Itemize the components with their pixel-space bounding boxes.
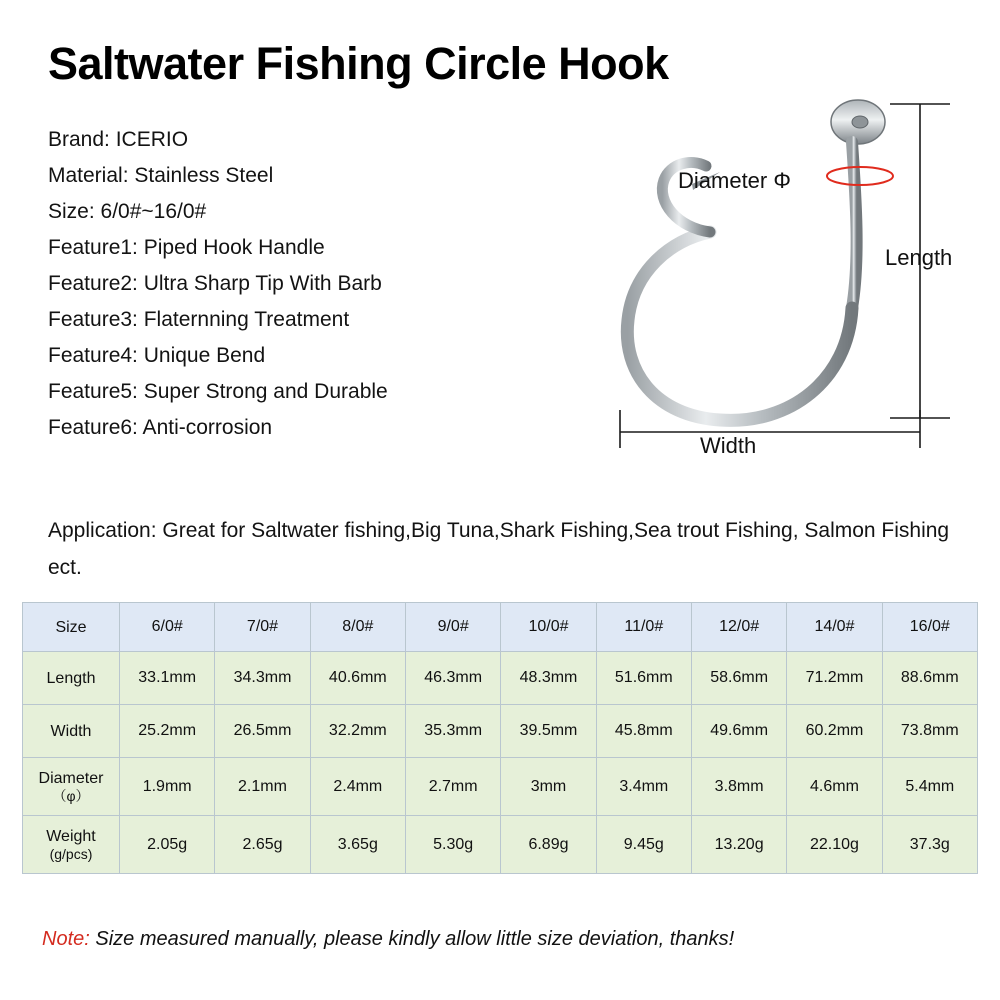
page-title: Saltwater Fishing Circle Hook — [48, 38, 669, 89]
cell-diameter-2: 2.4mm — [310, 758, 405, 816]
table-row-weight — [23, 816, 978, 874]
cell-weight-7: 22.10g — [787, 816, 882, 874]
cell-diameter-7: 4.6mm — [787, 758, 882, 816]
cell-width-5: 45.8mm — [596, 705, 691, 758]
cell-diameter-5: 3.4mm — [596, 758, 691, 816]
cell-width-3: 35.3mm — [405, 705, 500, 758]
cell-width-7: 60.2mm — [787, 705, 882, 758]
diameter-label: Diameter Φ — [678, 168, 791, 193]
hook-illustration — [560, 80, 990, 480]
row-label-weight-main: Weight — [46, 827, 96, 845]
cell-width-0: 25.2mm — [120, 705, 215, 758]
header-cell-size-3: 9/0# — [405, 603, 500, 652]
cell-length-2: 40.6mm — [310, 652, 405, 705]
cell-width-2: 32.2mm — [310, 705, 405, 758]
cell-weight-6: 13.20g — [691, 816, 786, 874]
cell-length-4: 48.3mm — [501, 652, 596, 705]
cell-length-8: 88.6mm — [882, 652, 977, 705]
row-label-diameter-sub: （φ） — [52, 787, 90, 804]
size-table-container — [22, 602, 978, 874]
header-cell-size-4: 10/0# — [501, 603, 596, 652]
row-label-weight-sub: (g/pcs) — [49, 845, 93, 862]
spec-line-feature5: Feature5: Super Strong and Durable — [48, 380, 388, 403]
row-label-length: Length — [23, 652, 120, 705]
cell-weight-5: 9.45g — [596, 816, 691, 874]
note-body: Size measured manually, please kindly allow little size deviation, thanks! — [89, 928, 735, 950]
table-header-row — [23, 603, 978, 652]
cell-length-3: 46.3mm — [405, 652, 500, 705]
cell-length-0: 33.1mm — [120, 652, 215, 705]
cell-diameter-3: 2.7mm — [405, 758, 500, 816]
header-cell-size-7: 14/0# — [787, 603, 882, 652]
header-cell-size-8: 16/0# — [882, 603, 977, 652]
table-row-width — [23, 705, 978, 758]
row-label-diameter — [23, 758, 120, 816]
cell-diameter-1: 2.1mm — [215, 758, 310, 816]
cell-length-6: 58.6mm — [691, 652, 786, 705]
size-table — [22, 602, 978, 874]
header-cell-size-5: 11/0# — [596, 603, 691, 652]
cell-weight-8: 37.3g — [882, 816, 977, 874]
spec-line-feature3: Feature3: Flaternning Treatment — [48, 308, 350, 331]
spec-line-size: Size: 6/0#~16/0# — [48, 200, 207, 223]
row-label-width: Width — [23, 705, 120, 758]
cell-length-7: 71.2mm — [787, 652, 882, 705]
cell-width-8: 73.8mm — [882, 705, 977, 758]
cell-weight-4: 6.89g — [501, 816, 596, 874]
spec-line-brand: Brand: ICERIO — [48, 128, 189, 151]
spec-line-feature6: Feature6: Anti-corrosion — [48, 416, 273, 439]
header-cell-size-1: 7/0# — [215, 603, 310, 652]
table-row-length — [23, 652, 978, 705]
hook-diagram — [560, 80, 990, 480]
cell-weight-2: 3.65g — [310, 816, 405, 874]
header-cell-size-2: 8/0# — [310, 603, 405, 652]
length-label: Length — [885, 245, 953, 270]
cell-width-6: 49.6mm — [691, 705, 786, 758]
note-text — [42, 928, 734, 951]
cell-length-5: 51.6mm — [596, 652, 691, 705]
spec-line-feature2: Feature2: Ultra Sharp Tip With Barb — [48, 272, 382, 295]
cell-length-1: 34.3mm — [215, 652, 310, 705]
cell-width-4: 39.5mm — [501, 705, 596, 758]
header-cell-size-6: 12/0# — [691, 603, 786, 652]
application-text: Application: Great for Saltwater fishing,Big Tuna,Shark Fishing,Sea trout Fishing, Salmon Fishing ect. — [48, 519, 950, 579]
header-cell-size-0: 6/0# — [120, 603, 215, 652]
note-label: Note: — [42, 928, 90, 950]
cell-diameter-8: 5.4mm — [882, 758, 977, 816]
cell-diameter-0: 1.9mm — [120, 758, 215, 816]
table-row-diameter — [23, 758, 978, 816]
row-label-diameter-main: Diameter — [38, 769, 104, 787]
cell-width-1: 26.5mm — [215, 705, 310, 758]
width-label: Width — [700, 433, 757, 458]
cell-weight-1: 2.65g — [215, 816, 310, 874]
cell-diameter-4: 3mm — [501, 758, 596, 816]
spec-line-feature1: Feature1: Piped Hook Handle — [48, 236, 325, 259]
spec-line-material: Material: Stainless Steel — [48, 164, 274, 187]
cell-weight-3: 5.30g — [405, 816, 500, 874]
row-label-weight — [23, 816, 120, 874]
spec-line-feature4: Feature4: Unique Bend — [48, 344, 266, 367]
header-cell-size: Size — [23, 603, 120, 652]
cell-weight-0: 2.05g — [120, 816, 215, 874]
cell-diameter-6: 3.8mm — [691, 758, 786, 816]
